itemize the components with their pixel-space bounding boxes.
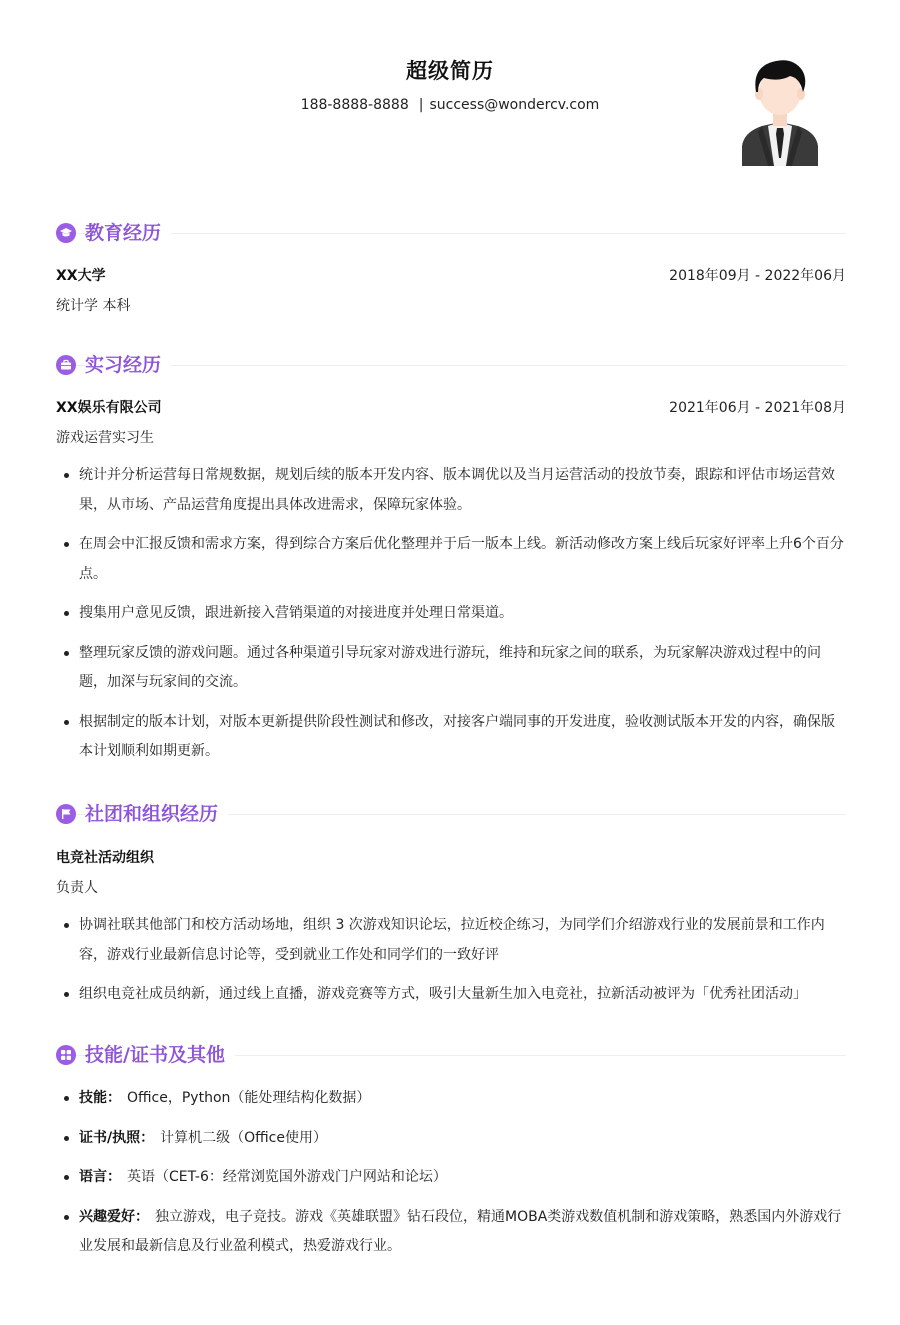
- language-text: 英语（CET-6：经常浏览国外游戏门户网站和论坛）: [127, 1169, 447, 1185]
- org-name: 电竞社活动组织: [56, 850, 154, 866]
- graduation-cap-icon: [56, 223, 76, 243]
- section-title: 社团和组织经历: [85, 801, 228, 827]
- club-role: 负责人: [56, 880, 98, 896]
- list-item: [56, 1163, 846, 1193]
- list-item: [56, 1203, 846, 1262]
- internship-date: 2021年06月 - 2021年08月: [669, 400, 846, 416]
- list-item: 在周会中汇报反馈和需求方案，得到综合方案后优化整理并于后一版本上线。新活动修改方案上线后玩家好评率上升6个百分点。: [56, 530, 846, 589]
- hobbies-label: 兴趣爱好：: [79, 1208, 149, 1225]
- school-name: XX大学: [56, 268, 106, 284]
- section-title: 教育经历: [85, 220, 171, 246]
- resume-name: 超级简历: [406, 59, 494, 83]
- education-section: [56, 220, 846, 321]
- section-divider: [56, 365, 846, 366]
- certificate-label: 证书/执照：: [79, 1129, 155, 1146]
- section-title: 技能/证书及其他: [85, 1042, 235, 1068]
- section-divider: [56, 233, 846, 234]
- section-header: [56, 352, 846, 382]
- hobbies-text: 独立游戏，电子竞技。游戏《英雄联盟》钻石段位，精通MOBA类游戏数值机制和游戏策略，熟悉国内外游戏行业发展和最新信息及行业盈利模式，热爱游戏行业。: [79, 1208, 842, 1254]
- skills-section: [56, 1042, 846, 1272]
- clubs-row: [56, 843, 846, 873]
- list-item: 搜集用户意见反馈，跟进新接入营销渠道的对接进度并处理日常渠道。: [56, 599, 846, 629]
- major: 统计学 本科: [56, 298, 131, 314]
- email-address: success@wondercv.com: [429, 97, 600, 113]
- phone-number: 188-8888-8888: [300, 97, 409, 113]
- list-item: 根据制定的版本计划，对版本更新提供阶段性测试和修改，对接客户端同事的开发进度，验收测试版本开发的内容，确保版本计划顺利如期更新。: [56, 708, 846, 767]
- avatar: [740, 58, 820, 166]
- internship-bullets: [56, 461, 846, 767]
- section-header: [56, 220, 846, 250]
- briefcase-icon: [56, 355, 76, 375]
- section-title: 实习经历: [85, 352, 171, 378]
- education-date: 2018年09月 - 2022年06月: [669, 268, 846, 284]
- flag-icon: [56, 804, 76, 824]
- company-name: XX娱乐有限公司: [56, 400, 162, 416]
- grid-icon: [56, 1045, 76, 1065]
- language-label: 语言：: [79, 1169, 121, 1185]
- section-header: [56, 1042, 846, 1072]
- list-item: [56, 1124, 846, 1154]
- list-item: 整理玩家反馈的游戏问题。通过各种渠道引导玩家对游戏进行游玩，维持和玩家之间的联系，为玩家解决游戏过程中的问题，加深与玩家间的交流。: [56, 639, 846, 698]
- certificate-text: 计算机二级（Office使用）: [160, 1129, 327, 1146]
- internship-row: [56, 393, 846, 423]
- skill-text: Office，Python（能处理结构化数据）: [127, 1090, 371, 1106]
- clubs-bullets: [56, 911, 846, 1010]
- contact-separator: |: [418, 97, 424, 113]
- list-item: 协调社联其他部门和校方活动场地，组织 3 次游戏知识论坛，拉近校企练习，为同学们介绍游戏行业的发展前景和工作内容，游戏行业最新信息讨论等，受到就业工作处和同学们的一致好评: [56, 911, 846, 970]
- skill-label: 技能：: [79, 1090, 121, 1106]
- internship-section: [56, 352, 846, 777]
- education-row: [56, 261, 846, 291]
- list-item: 组织电竞社成员纳新，通过线上直播，游戏竞赛等方式，吸引大量新生加入电竞社，拉新活动被评为「优秀社团活动」: [56, 980, 846, 1010]
- job-role: 游戏运营实习生: [56, 430, 154, 446]
- list-item: 统计并分析运营每日常规数据，规划后续的版本开发内容、版本调优以及当月运营活动的投放节奏，跟踪和评估市场运营效果，从市场、产品运营角度提出具体改进需求，保障玩家体验。: [56, 461, 846, 520]
- list-item: [56, 1084, 846, 1114]
- skills-list: [56, 1084, 846, 1262]
- section-header: [56, 801, 846, 831]
- clubs-section: [56, 801, 846, 1020]
